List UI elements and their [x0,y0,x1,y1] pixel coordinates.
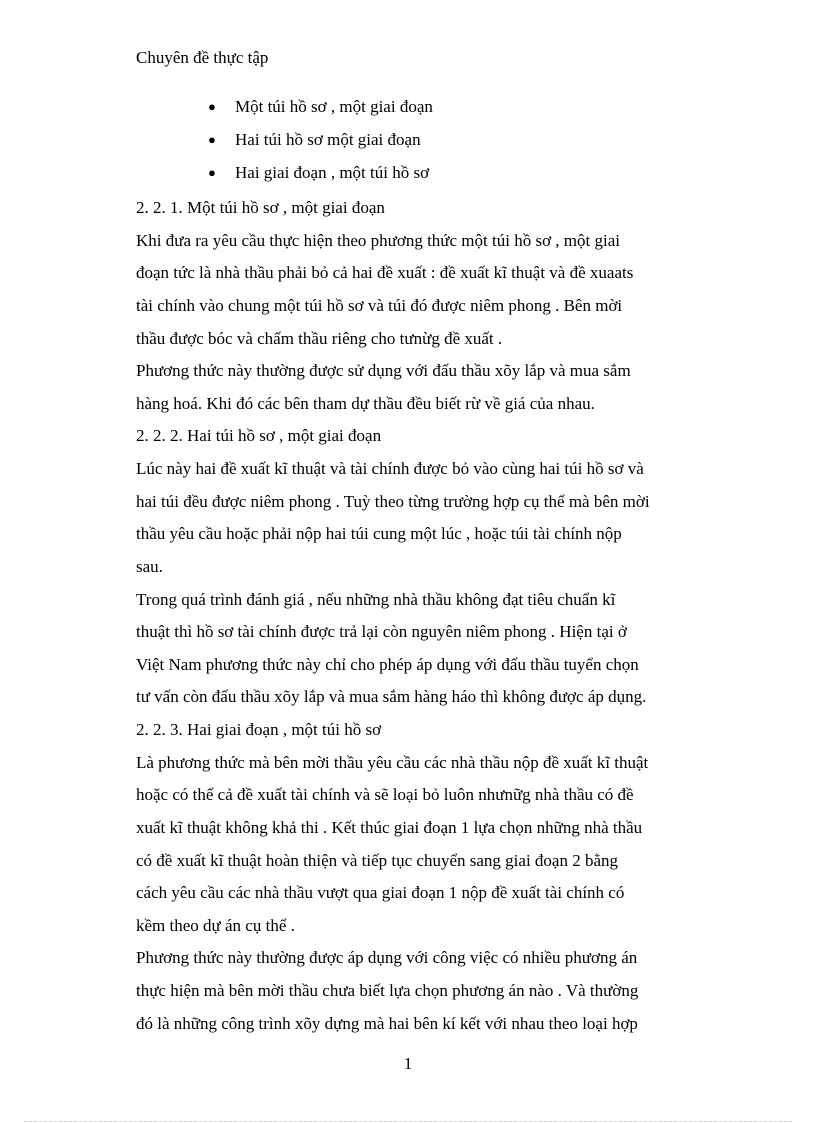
text-line: xuất kĩ thuật không khả thi . Kết thúc giai đoạn 1 lựa chọn những nhà thầu [136,817,643,837]
page-header: Chuyên đề thực tập [136,48,269,67]
text-line: cách yêu cầu các nhà thầu vượt qua giai đoạn 1 nộp đề xuất tài chính có [136,883,625,903]
bullet-icon: ● [208,132,216,147]
text-line: hai túi đều được niêm phong . Tuỳ theo từng trường hợp cụ thể mà bên mời [136,491,650,511]
bullet-icon: ● [208,165,216,180]
text-line: đó là những công trình xõy dựng mà hai bên kí kết với nhau theo loại hợp [136,1013,638,1033]
body-text [136,195,736,1043]
text-line: sau. [136,556,163,576]
bullet-item [208,162,433,195]
text-line: Là phương thức mà bên mời thầu yêu cầu các nhà thầu nộp đề xuất kĩ thuật [136,752,649,772]
text-line: tư vấn còn đấu thầu xõy lắp và mua sắm hàng háo thì không được áp dụng. [136,687,647,707]
bullet-text: Hai giai đoạn , một túi hồ sơ [235,163,430,182]
bullet-text: Hai túi hồ sơ một giai đoạn [235,130,421,149]
text-line: Trong quá trình đánh giá , nếu những nhà thầu không đạt tiêu chuẩn kĩ [136,589,616,609]
text-line: hoặc có thể cả đề xuất tài chính và sẽ loại bỏ luôn nhưnữg nhà thầu có đề [136,785,634,805]
text-line: Khi đưa ra yêu cầu thực hiện theo phương thức một túi hồ sơ , một giai [136,230,620,250]
text-line: thuật thì hồ sơ tài chính được trả lại còn nguyên niêm phong . Hiện tại ở [136,622,627,642]
text-line: hàng hoá. Khi đó các bên tham dự thầu đều biết rừ về giá của nhau. [136,393,595,413]
section-heading: 2. 2. 1. Một túi hồ sơ , một giai đoạn [136,198,385,217]
text-line: có đề xuất kĩ thuật hoàn thiện và tiếp tục chuyển sang giai đoạn 2 bằng [136,850,619,870]
text-line: đoạn tức là nhà thầu phải bỏ cả hai đề xuất : đề xuất kĩ thuật và đề xuaats [136,263,634,283]
page-bottom-divider [24,1121,792,1122]
text-line: tài chính vào chung một túi hồ sơ và túi đó được niêm phong . Bên mời [136,295,623,315]
bullet-text: Một túi hồ sơ , một giai đoạn [235,97,433,116]
bullet-item [208,129,433,162]
section-heading: 2. 2. 3. Hai giai đoạn , một túi hồ sơ [136,720,382,739]
bullet-item [208,96,433,129]
text-line: Việt Nam phương thức này chỉ cho phép áp dụng với đấu thầu tuyển chọn [136,654,639,674]
text-line: kềm theo dự án cụ thể . [136,915,295,935]
bullet-icon: ● [208,99,216,114]
text-line: thầu được bóc và chấm thầu riêng cho tưnừg đề xuất . [136,328,503,348]
text-line: thầu yêu cầu hoặc phải nộp hai túi cung một lúc , hoặc túi tài chính nộp [136,524,622,544]
text-line: Phương thức này thường được áp dụng với công việc có nhiều phương án [136,948,638,968]
page-number: 1 [403,1054,413,1073]
text-line: Lúc này hai đề xuất kĩ thuật và tài chính được bỏ vào cùng hai túi hồ sơ và [136,459,644,478]
text-line: thực hiện mà bên mời thầu chưa biết lựa chọn phương án nào . Và thường [136,981,639,1000]
bullet-list [208,96,433,195]
text-line: Phương thức này thường được sử dụng với đấu thầu xõy lắp và mua sắm [136,361,631,381]
section-heading: 2. 2. 2. Hai túi hồ sơ , một giai đoạn [136,426,382,446]
